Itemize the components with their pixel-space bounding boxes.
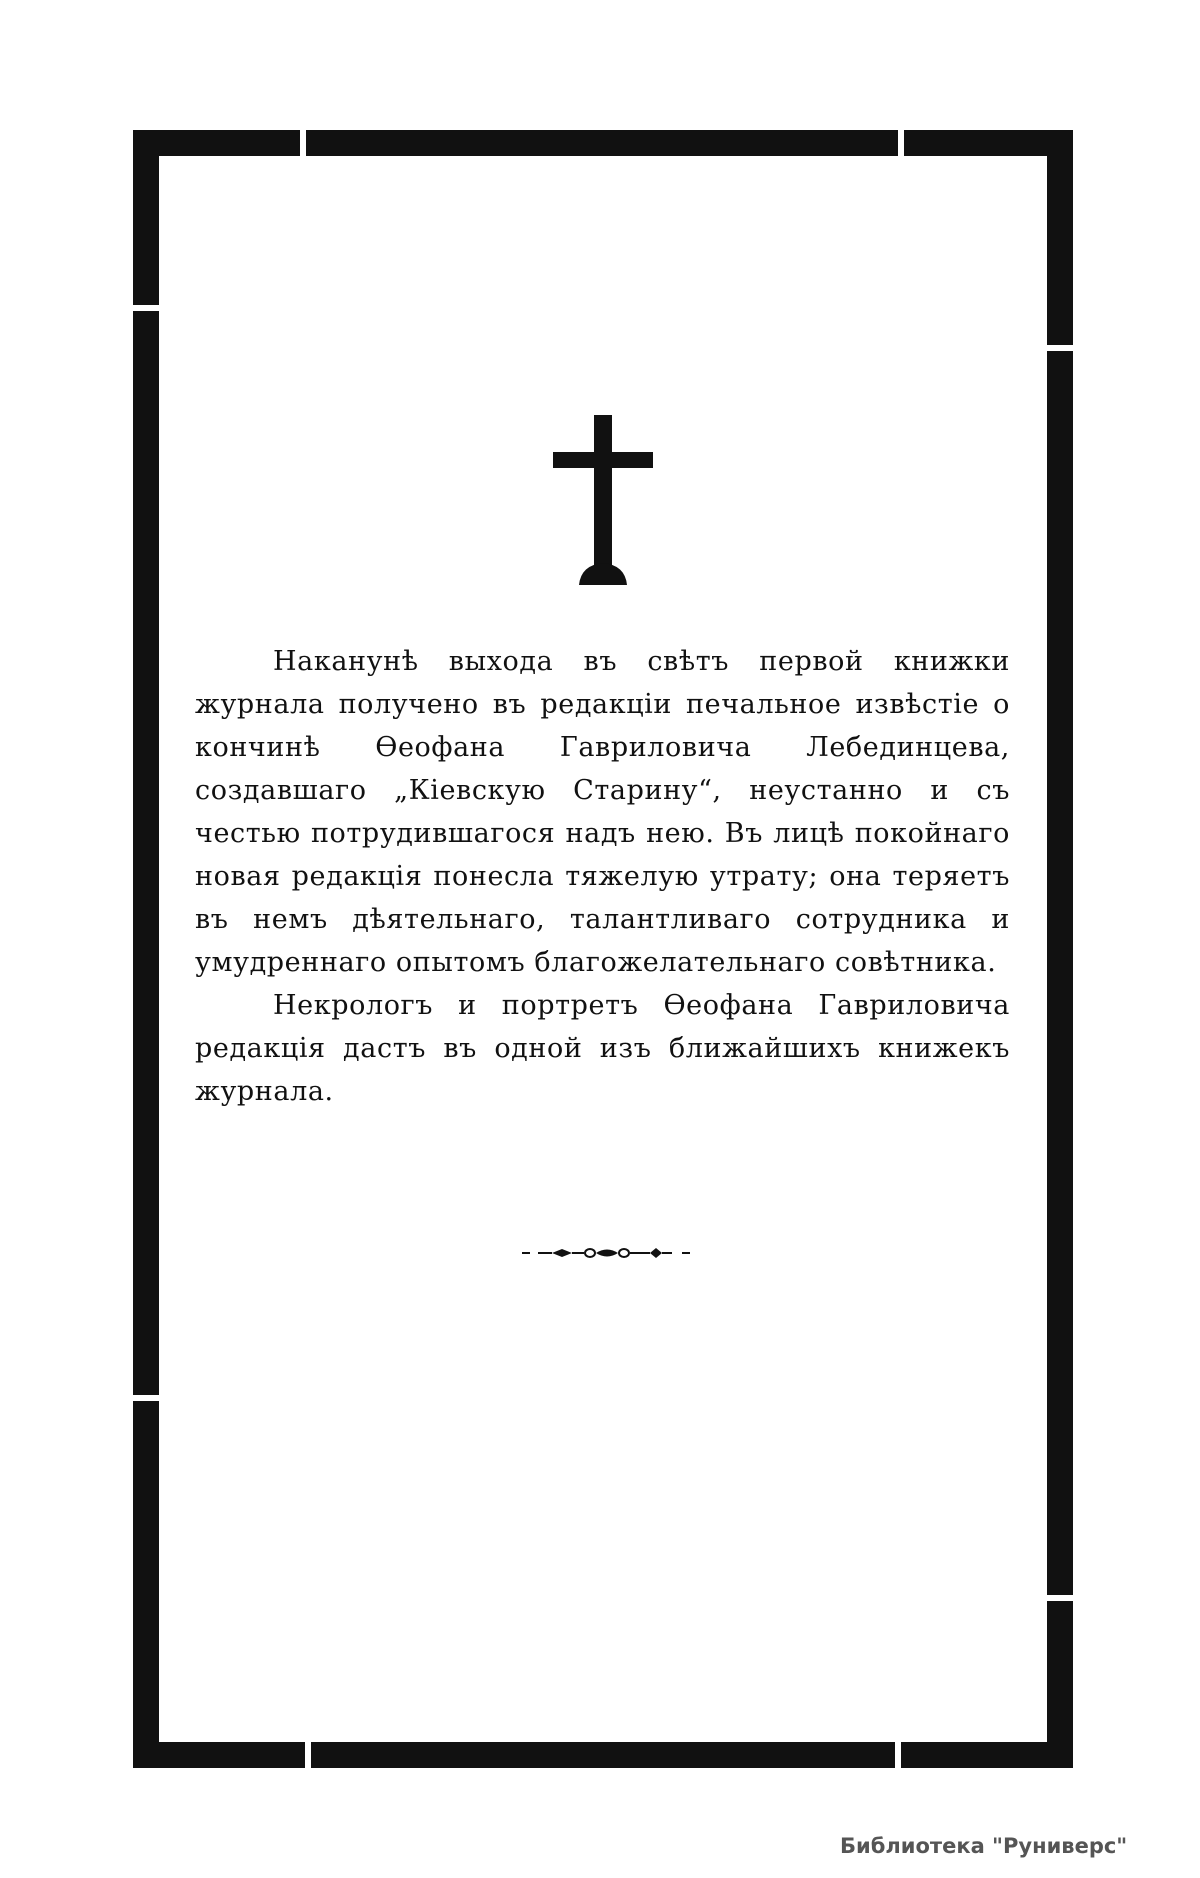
- frame-gap: [305, 1742, 311, 1768]
- frame-gap: [898, 130, 904, 156]
- notice-paragraph-2: Некрологъ и портретъ Ѳеофана Гавриловича редакція дастъ въ одной изъ ближайшихъ книжекъ журнала.: [195, 990, 1010, 1107]
- frame-gap: [300, 130, 306, 156]
- frame-gap: [1047, 1595, 1073, 1601]
- ornament-divider-icon: [522, 1244, 692, 1262]
- frame-gap: [895, 1742, 901, 1768]
- frame-gap: [133, 305, 159, 311]
- obituary-notice: [195, 640, 1010, 1113]
- library-credit: Библиотека "Руниверс": [840, 1834, 1128, 1858]
- frame-gap: [133, 1395, 159, 1401]
- cross-icon: [553, 415, 653, 585]
- notice-paragraph-1: Наканунѣ выхода въ свѣтъ первой книжки журнала получено въ редакціи печальное извѣстіе о кончинѣ Ѳеофана Гавриловича Лебединцева, создавшаго „Кіевскую Старину“, неустанно и съ честью потрудившагося надъ нею. Въ лицѣ покойнаго новая редакція понесла тяжелую утрату; она теряетъ въ немъ дѣятельнаго, талантливаго сотрудника и умудреннаго опытомъ благожелательнаго совѣтника.: [195, 646, 1010, 978]
- frame-gap: [1047, 345, 1073, 351]
